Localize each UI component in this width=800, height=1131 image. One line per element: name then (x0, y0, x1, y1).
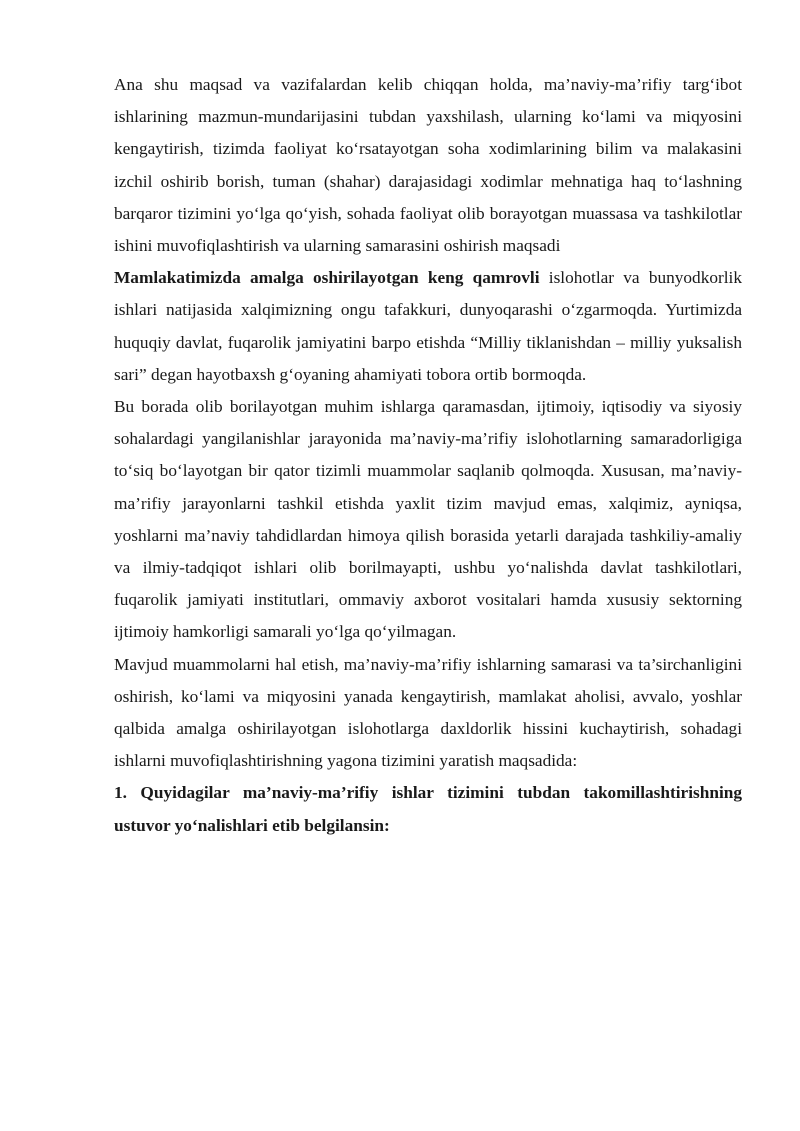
paragraph-lead: Mamlakatimizda amalga oshirilayotgan keng qamrovli (114, 268, 540, 288)
paragraph-intro (114, 69, 742, 262)
paragraph-lead: 1. Quyidagilar ma’naviy-ma’rifiy ishlar tizimini tubdan takomillashtirishning ustuvor yo‘nalishlari etib belgilansin: (114, 783, 742, 835)
paragraph-text: Bu borada olib borilayotgan muhim ishlarga qaramasdan, ijtimoiy, iqtisodiy va siyosiy sohalardagi yangilanishlar jarayonida ma’naviy-ma’rifiy islohotlarning samaradorligiga to‘siq bo‘layotgan bir qator tizimli muammolar saqlanib qolmoqda. Xususan, ma’naviy-ma’rifiy jarayonlarni tashkil etishda yaxlit tizim mavjud emas, xalqimiz, ayniqsa, yoshlarni ma’naviy tahdidlardan himoya qilish borasida yetarli darajada tashkiliy-amaliy va ilmiy-tadqiqot ishlari olib borilmayapti, ushbu yo‘nalishda davlat tashkilotlari, fuqarolik jamiyati institutlari, ommaviy axborot vositalari hamda xususiy sektorning ijtimoiy hamkorligi samarali yo‘lga qo‘yilmagan. (114, 397, 742, 642)
paragraph-text: Ana shu maqsad va vazifalardan kelib chiqqan holda, ma’naviy-ma’rifiy targ‘ibot ishlarining mazmun-mundarijasini tubdan yaxshilash, ularning ko‘lami va miqyosini kengaytirish, tizimda faoliyat ko‘rsatayotgan soha xodimlarining bilim va malakasini izchil oshirib borish, tuman (shahar) darajasidagi xodimlar mehnatiga haq to‘lashning barqaror tizimini yo‘lga qo‘yish, sohada faoliyat olib borayotgan muassasa va tashkilotlar ishini muvofiqlashtirish va ularning samarasini oshirish maqsadi (114, 75, 742, 256)
paragraph-text: islohotlar va bunyodkorlik ishlari natijasida xalqimizning ongu tafakkuri, dunyoqarashi o‘zgarmoqda. Yurtimizda huquqiy davlat, fuqarolik jamiyatini barpo etishda “Milliy tiklanishdan – milliy yuksalish sari” degan hayotbaxsh g‘oyaning ahamiyati tobora ortib bormoqda. (114, 268, 742, 384)
paragraph-decree-item-1 (114, 777, 742, 841)
document-body (114, 69, 742, 842)
paragraph-purpose (114, 649, 742, 778)
paragraph-problems (114, 391, 742, 649)
paragraph-text: Mavjud muammolarni hal etish, ma’naviy-ma’rifiy ishlarning samarasi va ta’sirchanligini oshirish, ko‘lami va miqyosini yanada kengaytirish, mamlakat aholisi, avvalo, yoshlar qalbida amalga oshirilayotgan islohotlarga daxldorlik hissini kuchaytirish, sohadagi ishlarni muvofiqlashtirishning yagona tizimini yaratish maqsadida: (114, 654, 742, 771)
paragraph-reforms (114, 262, 742, 391)
